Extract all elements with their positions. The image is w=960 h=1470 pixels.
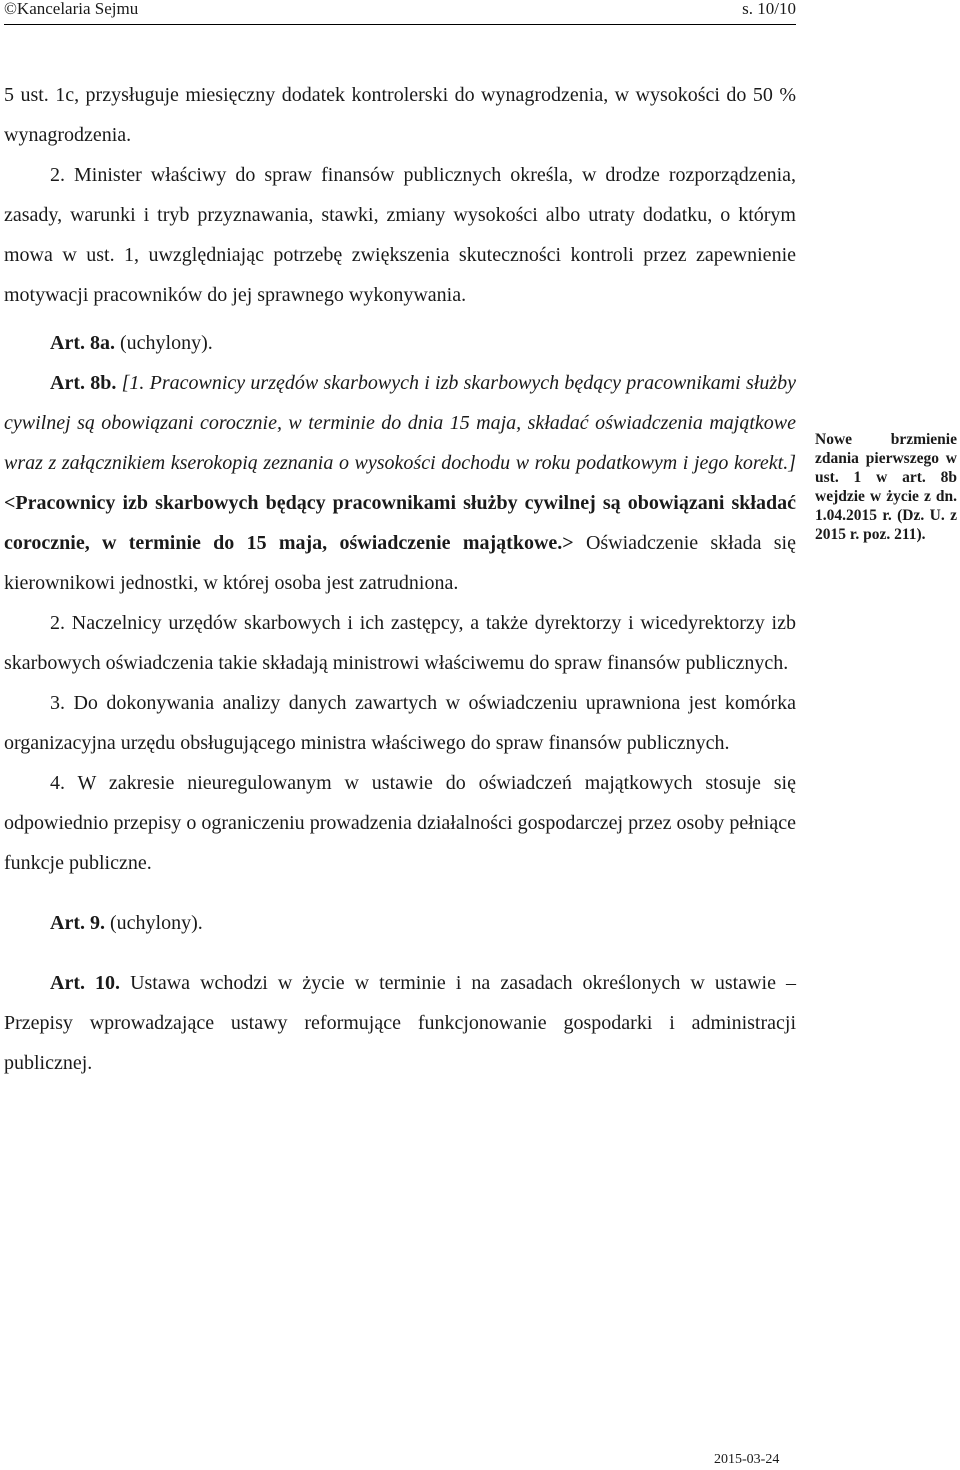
article-8b-new-text: <Pracownicy izb skarbowych będący pracownikami służby cywilnej są obowiązani składać corocznie, w terminie do 15 maja, oświadczenie majątkowe.> [4, 492, 796, 554]
margin-note: Nowe brzmienie zdania pierwszego w ust. 1 w art. 8b wejdzie w życie z dn. 1.04.2015 r. (Dz. U. z 2015 r. poz. 211). [815, 431, 957, 543]
article-8b-label: Art. 8b. [50, 372, 117, 394]
article-8b-ust-4: 4. W zakresie nieuregulowanym w ustawie do oświadczeń majątkowych stosuje się odpowiednio przepisy o ograniczeniu prowadzenia działalności gospodarczej przez osoby pełniące funkcje publiczne. [4, 772, 796, 874]
paragraph-continuation: 5 ust. 1c, przysługuje miesięczny dodatek kontrolerski do wynagrodzenia, w wysokości do 50 % wynagrodzenia. [4, 84, 796, 146]
header-source: ©Kancelaria Sejmu [4, 0, 139, 18]
article-9-label: Art. 9. [50, 912, 105, 934]
article-8b-old-text: [1. Pracownicy urzędów skarbowych i izb skarbowych będący pracownikami służby cywilnej są obowiązani corocznie, w terminie do dnia 15 maja, składać oświadczenia majątkowe wraz z załącznikiem kserokopią zeznania o wysokości dochodu w roku podatkowym i jego korekt.] [4, 372, 796, 474]
page-header [4, 0, 796, 25]
article-8b-ust-2: 2. Naczelnicy urzędów skarbowych i ich zastępcy, a także dyrektorzy i wicedyrektorzy izb skarbowych oświadczenia takie składają ministrowi właściwemu do spraw finansów publicznych. [4, 612, 796, 674]
page-number: s. 10/10 [742, 0, 796, 18]
article-10-label: Art. 10. [50, 972, 121, 994]
article-10 [4, 963, 796, 1083]
article-9 [4, 903, 796, 943]
article-8a [4, 323, 796, 363]
article-8a-text: (uchylony). [114, 332, 213, 354]
document-body [4, 75, 796, 1083]
article-8b [4, 363, 796, 603]
article-8b-ust-3: 3. Do dokonywania analizy danych zawartych w oświadczeniu uprawniona jest komórka organizacyjna urzędu obsługującego ministra właściwego do spraw finansów publicznych. [4, 692, 796, 754]
article-8b-rest: Oświadczenie składa się kierownikowi jednostki, w której osoba jest zatrudniona. [4, 532, 796, 594]
page-footer-date: 2015-03-24 [714, 1452, 780, 1467]
article-8a-label: Art. 8a. [50, 332, 115, 354]
article-9-text: (uchylony). [104, 912, 203, 934]
paragraph-ust-2: 2. Minister właściwy do spraw finansów publicznych określa, w drodze rozporządzenia, zasady, warunki i tryb przyznawania, stawki, zmiany wysokości albo utraty dodatku, o którym mowa w ust. 1, uwzględniając potrzebę zwiększenia skuteczności kontroli przez zapewnienie motywacji pracowników do jej sprawnego wykonywania. [4, 164, 796, 306]
article-10-text: Ustawa wchodzi w życie w terminie i na zasadach określonych w ustawie – Przepisy wprowadzające ustawy reformujące funkcjonowanie gospodarki i administracji publicznej. [4, 972, 796, 1074]
